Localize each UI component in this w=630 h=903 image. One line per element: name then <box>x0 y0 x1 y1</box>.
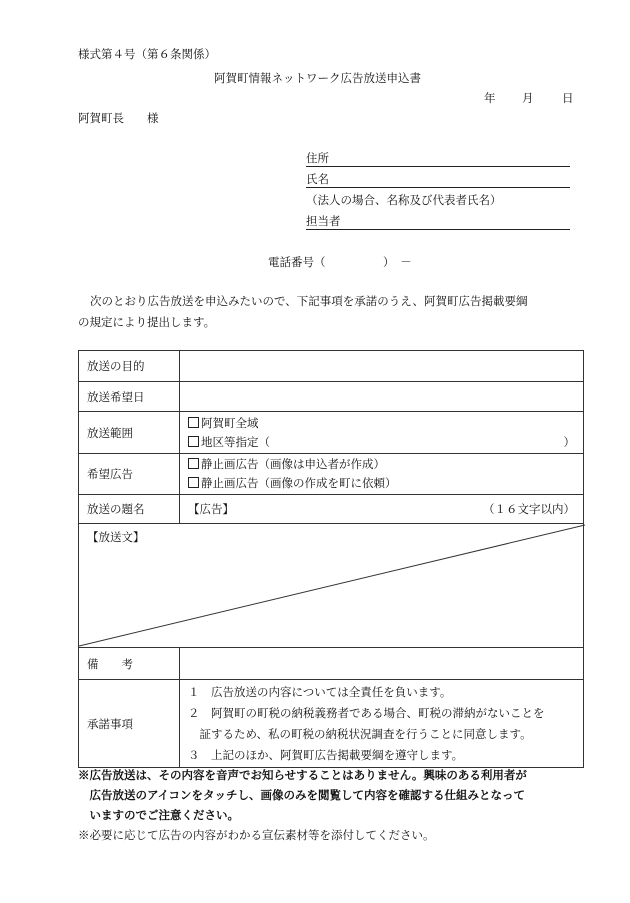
intro-line-1: 次のとおり広告放送を申込みたいので、下記事項を承諾のうえ、阿賀町広告掲載要綱 <box>90 294 528 308</box>
remarks-label: 備 考 <box>79 648 180 680</box>
date-day: 日 <box>562 91 574 105</box>
list-item: ３ 上記のほか、阿賀町広告掲載要綱を遵守します。 <box>188 747 464 762</box>
form-title: 阿賀町情報ネットワーク広告放送申込書 <box>214 71 421 85</box>
broadcast-date-label: 放送希望日 <box>79 382 180 412</box>
contact-person-field[interactable] <box>306 229 570 230</box>
table-row <box>79 680 584 768</box>
checkbox-icon <box>188 436 199 447</box>
range-option-district[interactable]: 地区等指定（ ） <box>188 433 575 452</box>
addressee: 阿賀町長 様 <box>78 111 159 125</box>
ad-option-town[interactable]: 静止画広告（画像の作成を町に依頼） <box>188 474 575 493</box>
table-row <box>79 454 584 495</box>
subject-limit: （１６文字以内） <box>483 502 575 516</box>
consent-list <box>188 682 575 766</box>
checkbox-icon <box>188 477 199 488</box>
purpose-label: 放送の目的 <box>79 351 180 382</box>
ad-option-self[interactable]: 静止画広告（画像は申込者が作成） <box>188 455 575 474</box>
list-item: ２ 阿賀町の町税の納税義務者である場合、町税の滞納がないことを <box>188 705 545 720</box>
address-label: 住所 <box>306 151 329 165</box>
table-row <box>79 648 584 680</box>
broadcast-text-label: 【放送文】 <box>87 530 145 544</box>
corporate-note: （法人の場合、名称及び代表者氏名） <box>306 193 502 207</box>
list-item: １ 広告放送の内容については全責任を負います。 <box>188 684 452 699</box>
subject-field[interactable]: 【広告】 <box>188 502 234 516</box>
table-row <box>79 412 584 454</box>
date-year: 年 <box>484 91 496 105</box>
subject-label: 放送の題名 <box>79 495 180 524</box>
intro-line-2: の規定により提出します。 <box>78 315 216 329</box>
diagonal-strike-line <box>79 524 585 647</box>
purpose-field[interactable] <box>180 351 584 382</box>
attachment-note: ※必要に応じて広告の内容がわかる宣伝素材等を添付してください。 <box>78 828 435 842</box>
contact-person-label: 担当者 <box>306 214 341 228</box>
broadcast-range-label: 放送範囲 <box>79 412 180 454</box>
notice-bold-line-2: 広告放送のアイコンをタッチし、画像のみを閲覧して内容を確認する仕組みとなって <box>78 788 526 802</box>
notice-bold-line-1: ※広告放送は、その内容を音声でお知らせすることはありません。興味のある利用者が <box>78 768 527 782</box>
range-option-all[interactable]: 阿賀町全域 <box>188 414 575 433</box>
table-row <box>79 495 584 524</box>
desired-ad-label: 希望広告 <box>79 454 180 495</box>
address-field[interactable] <box>306 166 570 167</box>
form-number: 様式第４号（第６条関係） <box>78 47 216 61</box>
table-row <box>79 351 584 382</box>
checkbox-icon <box>188 458 199 469</box>
broadcast-date-field[interactable] <box>180 382 584 412</box>
date-month: 月 <box>522 91 534 105</box>
application-table <box>78 350 584 768</box>
table-row <box>79 524 584 648</box>
name-label: 氏名 <box>306 172 329 186</box>
phone-number: 電話番号（ ） － <box>268 255 412 269</box>
broadcast-text-field[interactable] <box>79 524 584 648</box>
remarks-field[interactable] <box>180 648 584 680</box>
list-item: 証するため、私の町税の納税状況調査を行うことに同意します。 <box>188 726 532 741</box>
table-row <box>79 382 584 412</box>
checkbox-icon <box>188 417 199 428</box>
consent-label: 承諾事項 <box>79 680 180 768</box>
notice-bold-line-3: いますのでご注意ください。 <box>78 808 239 822</box>
name-field[interactable] <box>306 187 570 188</box>
